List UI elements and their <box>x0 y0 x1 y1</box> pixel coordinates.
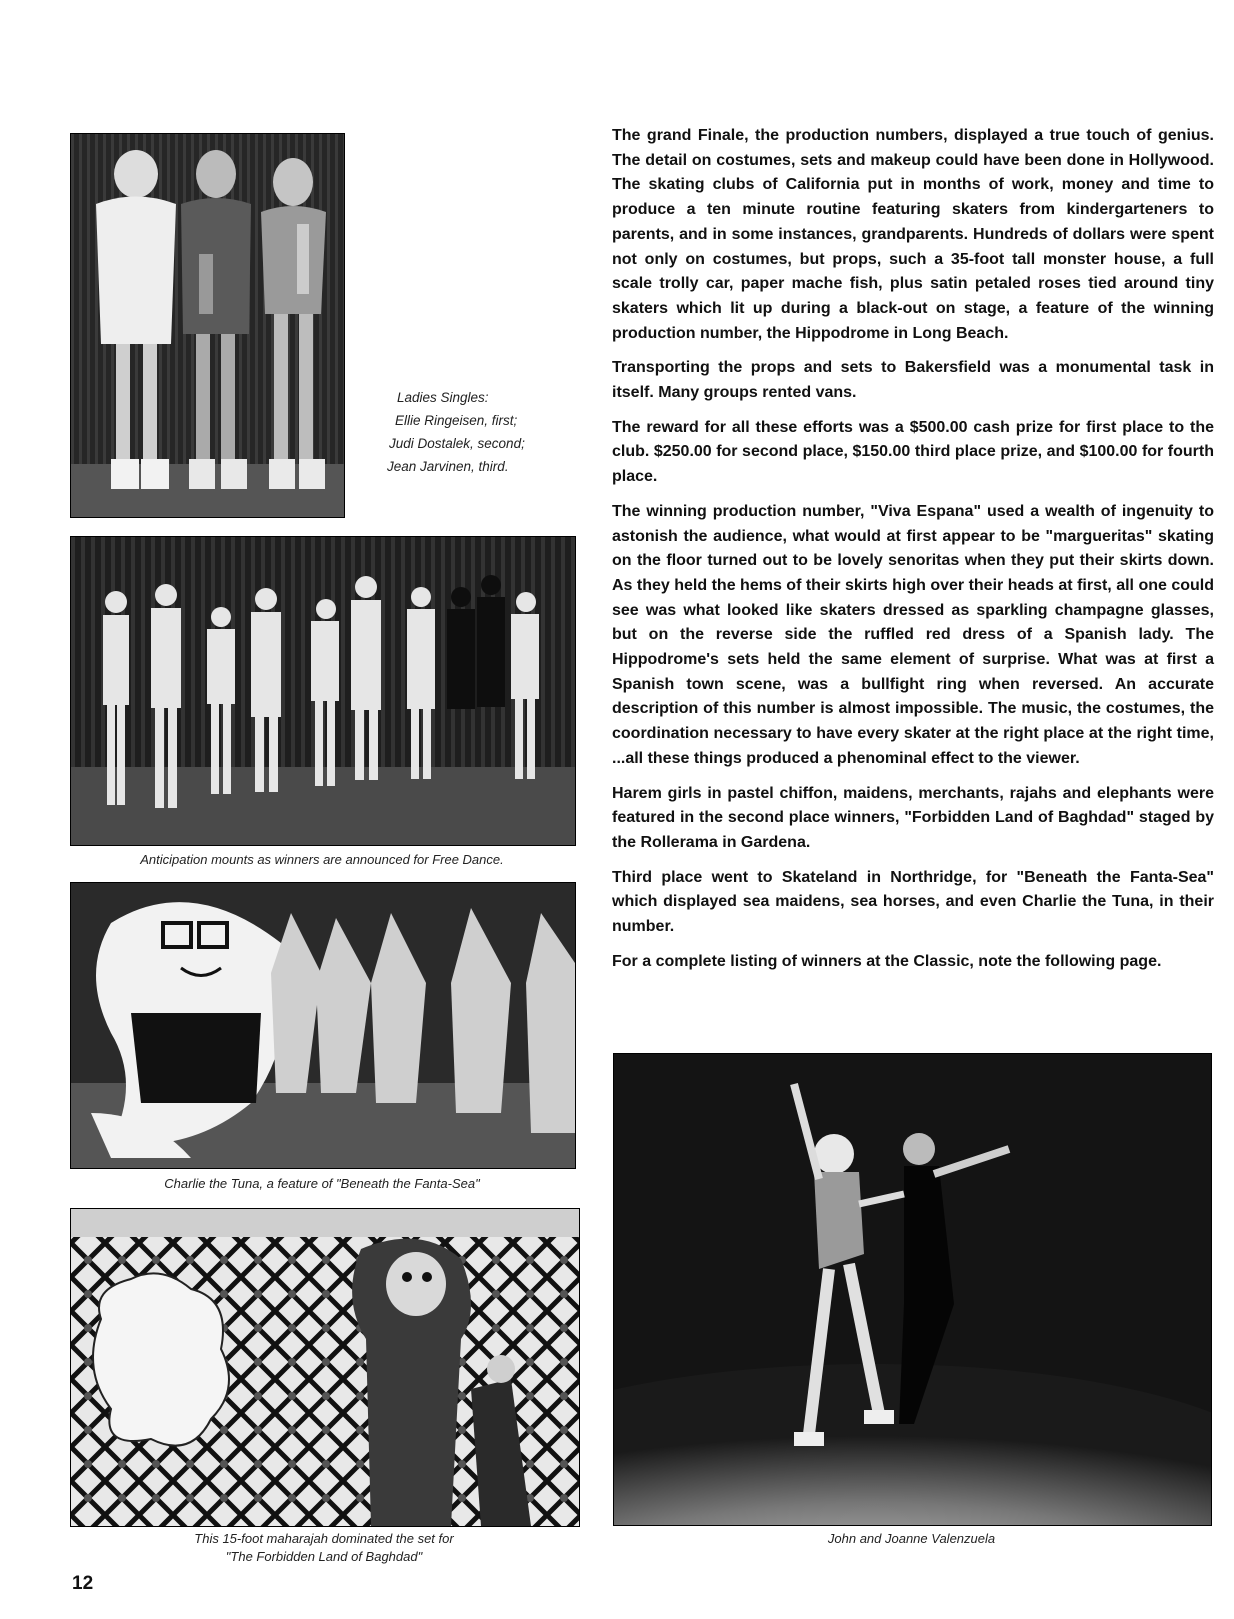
maharajah-caption <box>70 1530 578 1565</box>
article-paragraph: Third place went to Skateland in Northridge, for "Beneath the Fanta-Sea" which displayed sea maidens, sea horses, and even Charlie the Tuna, in their number. <box>612 868 1214 936</box>
article-paragraph: The grand Finale, the production numbers, displayed a true touch of genius. The detail on costumes, sets and makeup could have been done in Hollywood. The skating clubs of California put in months of work, money and time to produce a ten minute routine featuring skaters from kindergarteners to parents, and in some instances, grandparents. Hundreds of dollars were spent not only on costumes, but props, such a 35-foot tall monster house, a full scale trolly car, paper mache fish, plus satin petaled roses tied around tiny skaters which lit up during a black-out on stage, a feature of the winning production number, the Hippodrome in Long Beach. <box>612 127 1214 342</box>
ladies-singles-caption <box>387 386 525 478</box>
maharajah-photo <box>70 1208 580 1527</box>
free-dance-caption: Anticipation mounts as winners are announced for Free Dance. <box>140 852 504 867</box>
caption-line: Ellie Ringeisen, first; <box>395 413 518 428</box>
caption-line: Judi Dostalek, second; <box>389 436 525 451</box>
article-paragraph: The reward for all these efforts was a $500.00 cash prize for first place to the club. $250.00 for second place, $150.00 third place prize, and $100.00 for fourth place. <box>612 418 1214 486</box>
caption-line: Ladies Singles: <box>397 390 489 405</box>
caption-line: "The Forbidden Land of Baghdad" <box>225 1548 423 1564</box>
caption-line: This 15-foot maharajah dominated the set for <box>194 1531 454 1546</box>
article-body <box>612 124 1214 985</box>
caption-line: Jean Jarvinen, third. <box>387 459 509 474</box>
article-paragraph: For a complete listing of winners at the Classic, note the following page. <box>612 952 1162 970</box>
charlie-tuna-caption: Charlie the Tuna, a feature of "Beneath the Fanta-Sea" <box>164 1176 480 1191</box>
page-number: 12 <box>72 1573 94 1594</box>
charlie-tuna-photo <box>70 882 576 1169</box>
article-paragraph: Transporting the props and sets to Bakersfield was a monumental task in itself. Many groups rented vans. <box>612 359 1214 402</box>
article-paragraph: Harem girls in pastel chiffon, maidens, merchants, rajahs and elephants were featured in the second place winners, "Forbidden Land of Baghdad" staged by the Rollerama in Gardena. <box>612 784 1214 851</box>
article-paragraph: The winning production number, "Viva Espana" used a wealth of ingenuity to astonish the audience, what would at first appear to be "margueritas" skating on the floor turned out to be lovely senoritas when they put their skirts down. As they held the hems of their skirts high over their heads at first, all one could see was what looked like skaters dressed as sparkling champagne glasses, but on the reverse side the ruffled red dress of a Spanish lady. The Hippodrome's sets held the same element of surprise. What was at first a Spanish town scene, was a bullfight ring when reversed. An accurate description of this number is almost impossible. The music, the costumes, the coordination necessary to have every skater at the right place at the right time, ...all these things produced a phenominal effect to the viewer. <box>612 502 1214 767</box>
valenzuela-caption: John and Joanne Valenzuela <box>827 1531 996 1546</box>
free-dance-photo <box>70 536 576 846</box>
valenzuela-photo <box>613 1053 1212 1526</box>
ladies-singles-photo <box>70 133 345 518</box>
